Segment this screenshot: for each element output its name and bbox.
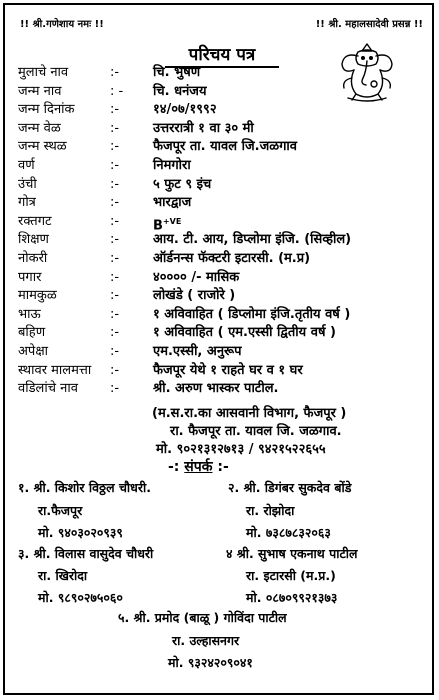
detail-value	[153, 101, 217, 120]
detail-separator: :-	[110, 250, 120, 266]
detail-value	[153, 83, 206, 102]
detail-label: जन्म वेळ	[18, 120, 61, 136]
detail-label: बहिण	[18, 325, 46, 341]
contact-5-name: ५. श्री. प्रमोद (बाळू ) गोविंदा पाटील	[118, 610, 287, 625]
detail-row	[18, 194, 428, 213]
contact-2-name: २. श्री. डिगंबर सुकदेव बोंडे	[228, 480, 352, 495]
contact-3-place: रा. खिरोदा	[38, 568, 88, 583]
detail-label: गोत्र	[18, 195, 36, 211]
detail-value-text: १ अविवाहित ( डिप्लोमा इंजि.तृतीय वर्ष )	[153, 306, 351, 322]
detail-separator: :-	[110, 269, 120, 285]
detail-row	[18, 120, 428, 139]
detail-value	[153, 176, 211, 195]
contact-5-phone: मो. ९३२४२०९०४१	[168, 655, 253, 670]
detail-row	[18, 269, 428, 288]
detail-label: मामकुळ	[18, 288, 57, 304]
detail-label: जन्म नाव	[18, 83, 62, 99]
contact-3-phone: मो. ९८९०२७५०६०	[38, 590, 123, 605]
detail-value-text: १ अविवाहित ( एम.एस्सी द्वितीय वर्ष )	[153, 325, 336, 341]
detail-value	[153, 362, 303, 381]
detail-separator: :-	[110, 362, 120, 378]
detail-value	[153, 343, 242, 362]
detail-value	[153, 64, 200, 83]
detail-value-text: चि. भुषण	[153, 65, 201, 80]
detail-value	[153, 269, 239, 288]
details-list	[18, 64, 428, 399]
detail-value-text: B	[153, 218, 163, 234]
detail-row	[18, 231, 428, 250]
detail-row	[18, 362, 428, 381]
detail-row	[18, 157, 428, 176]
contact-4-phone: मो. ०८७०९९२१३७३	[246, 590, 338, 605]
detail-value-text: ४०००० /- मासिक	[153, 269, 240, 285]
detail-value-text: ऑर्डनन्स फॅक्टरी इटारसी. (म.प्र)	[153, 250, 311, 266]
detail-label: उंची	[18, 176, 37, 192]
detail-separator: :-	[110, 120, 120, 136]
detail-row	[18, 343, 428, 362]
page-title: परिचय पत्र	[165, 42, 279, 68]
detail-value-text: फैजपूर ता. यावल जि.जळगाव	[153, 139, 298, 155]
detail-row	[18, 250, 428, 269]
detail-row	[18, 324, 428, 343]
detail-row	[18, 380, 428, 399]
detail-value-text: निमगोरा	[153, 157, 191, 173]
detail-separator: :-	[110, 102, 120, 118]
detail-value	[153, 157, 191, 176]
detail-separator: :-	[110, 288, 120, 304]
detail-separator: :-	[110, 176, 120, 192]
detail-value-text: एम.एस्सी, अनुरूप	[153, 343, 242, 359]
detail-label: मुलाचे नाव	[18, 65, 69, 80]
detail-row	[18, 64, 428, 83]
detail-row	[18, 101, 428, 120]
detail-label: भाऊ	[18, 306, 41, 322]
detail-label: वडिलांचे नाव	[18, 381, 78, 397]
header-right-blessing: !! श्री. महालसादेवी प्रसन्न !!	[315, 19, 423, 30]
father-address: रा. फैजपूर ता. यावल जि. जळगाव.	[170, 424, 342, 439]
contact-3-name: ३. श्री. विलास वासुदेव चौधरी	[18, 546, 154, 561]
detail-row	[18, 138, 428, 157]
father-phone: मो. ९०२१३१२७१३ / ९४२१५२२६५५	[156, 442, 326, 457]
detail-label: जन्म स्थळ	[18, 139, 67, 155]
detail-value-text: फैजपूर येथे १ राहते घर व १ घर	[153, 362, 303, 378]
detail-label: नोकरी	[18, 250, 48, 266]
detail-row	[18, 213, 428, 232]
detail-separator: :-	[110, 306, 120, 322]
detail-separator: :-	[110, 343, 120, 359]
detail-value-superscript: +VE	[162, 216, 182, 226]
father-office: (म.स.रा.का आसवानी विभाग, फैजपूर )	[152, 406, 347, 421]
detail-value	[153, 306, 350, 325]
detail-value-text: लोखंडे ( राजोरे )	[153, 288, 236, 304]
detail-value	[153, 231, 351, 250]
detail-value	[153, 120, 254, 139]
detail-value-text: आय. टी. आय, डिप्लोमा इंजि. (सिव्हील)	[153, 232, 352, 248]
contact-1-place: रा.फैजपूर	[38, 503, 83, 518]
detail-value	[153, 324, 336, 343]
detail-value-text: उत्तररात्री १ वा ३० मी	[153, 120, 254, 136]
detail-label: अपेक्षा	[18, 343, 49, 359]
detail-separator: :-	[110, 213, 120, 229]
detail-value	[153, 194, 191, 213]
contact-4-name: ४ श्री. सुभाष एकनाथ पाटील	[226, 546, 358, 561]
contact-heading: -: संपर्क :-	[168, 459, 229, 475]
detail-separator: :-	[110, 381, 120, 397]
detail-label: शिक्षण	[18, 232, 49, 248]
detail-row	[18, 306, 428, 325]
detail-label: जन्म दिनांक	[18, 102, 75, 118]
detail-value	[153, 287, 235, 306]
contact-1-phone: मो. ९४०३०२०९३९	[38, 525, 123, 540]
detail-separator: :-	[110, 325, 120, 341]
detail-value-text: भारद्वाज	[153, 195, 192, 211]
detail-value-text: ५ फुट ९ इंच	[153, 176, 212, 192]
detail-row	[18, 287, 428, 306]
detail-row	[18, 83, 428, 102]
contact-2-place: रा. रोझोदा	[246, 503, 295, 518]
detail-separator: :-	[110, 65, 120, 80]
detail-separator: :-	[110, 195, 120, 211]
detail-value-text: चि. धनंजय	[153, 83, 207, 99]
detail-separator: : -	[110, 83, 124, 99]
detail-label: रक्तगट	[18, 213, 52, 229]
detail-label: स्थावर मालमत्ता	[18, 362, 92, 378]
header-left-blessing: !! श्री.गणेशाय नमः !!	[20, 19, 104, 30]
detail-label: पगार	[18, 269, 42, 285]
detail-value-text: श्री. अरुण भास्कर पाटील.	[153, 381, 279, 397]
detail-value	[153, 138, 297, 157]
contact-5-place: रा. उल्हासनगर	[172, 633, 240, 648]
detail-separator: :-	[110, 139, 120, 155]
detail-value-text: १४/०७/१९९२	[153, 102, 217, 118]
contact-1-name: १. श्री. किशोर विठ्ठल चौधरी.	[18, 480, 151, 495]
detail-row	[18, 176, 428, 195]
detail-label: वर्ण	[18, 157, 35, 173]
contact-4-place: रा. इटारसी (म.प्र.)	[246, 568, 336, 583]
detail-separator: :-	[110, 232, 120, 248]
detail-value	[153, 380, 278, 399]
detail-value	[153, 250, 310, 269]
contact-2-phone: मो. ७३८७८३२०६३	[246, 525, 331, 540]
detail-separator: :-	[110, 157, 120, 173]
